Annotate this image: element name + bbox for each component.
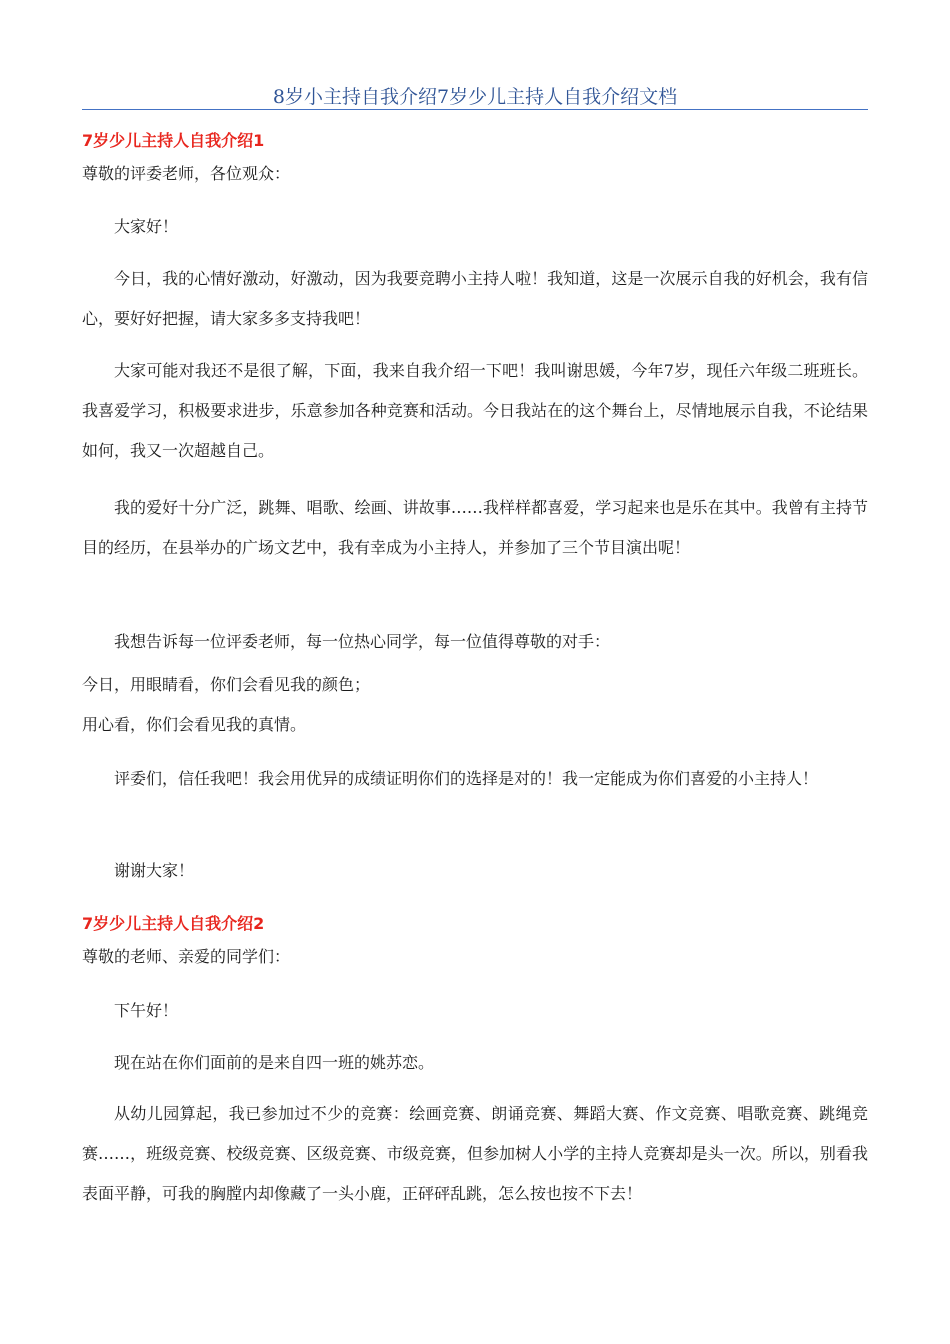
section-1-paragraph: 今日，用眼睛看，你们会看见我的颜色； — [82, 675, 371, 694]
section-2-greeting: 下午好！ — [114, 1001, 179, 1020]
section-2-salutation: 尊敬的老师、亲爱的同学们： — [82, 947, 291, 966]
section-1-paragraph: 大家可能对我还不是很了解，下面，我来自我介绍一下吧！我叫谢思媛，今年7岁，现任六年级二班班长。我喜爱学习，积极要求进步，乐意参加各种竞赛和活动。今日我站在的这个舞台上，尽情地展示自我，不论结果如何，我又一次超越自己。 — [82, 361, 868, 460]
section-2-paragraph: 从幼儿园算起，我已参加过不少的竞赛：绘画竞赛、朗诵竞赛、舞蹈大赛、作文竞赛、唱歌竞赛、跳绳竞赛……，班级竞赛、校级竞赛、区级竞赛、市级竞赛，但参加树人小学的主持人竞赛却是头一次。所以，别看我表面平静，可我的胸膛内却像藏了一头小鹿，正砰砰乱跳，怎么按也按不下去！ — [82, 1104, 868, 1203]
section-1-salutation: 尊敬的评委老师，各位观众： — [82, 164, 291, 183]
title-underline — [82, 109, 868, 110]
section-2-paragraph: 现在站在你们面前的是来自四一班的姚苏恋。 — [114, 1053, 435, 1072]
section-1-paragraph: 评委们，信任我吧！我会用优异的成绩证明你们的选择是对的！我一定能成为你们喜爱的小主持人！ — [114, 769, 819, 788]
section-2-heading: 7岁少儿主持人自我介绍2 — [82, 914, 265, 933]
section-1-paragraph: 我想告诉每一位评委老师，每一位热心同学，每一位值得尊敬的对手： — [114, 632, 611, 651]
section-1-paragraph: 用心看，你们会看见我的真情。 — [82, 715, 307, 734]
section-1-greeting: 大家好！ — [114, 217, 179, 236]
document-title: 8岁小主持自我介绍7岁少儿主持人自我介绍文档 — [272, 86, 678, 108]
section-1-paragraph: 我的爱好十分广泛，跳舞、唱歌、绘画、讲故事……我样样都喜爱，学习起来也是乐在其中。我曾有主持节目的经历，在县举办的广场文艺中，我有幸成为小主持人，并参加了三个节目演出呢！ — [82, 498, 868, 557]
section-1-paragraph: 今日，我的心情好激动，好激动，因为我要竞聘小主持人啦！我知道，这是一次展示自我的好机会，我有信心，要好好把握，请大家多多支持我吧！ — [82, 269, 868, 328]
section-1-heading: 7岁少儿主持人自我介绍1 — [82, 131, 265, 150]
section-1-closing: 谢谢大家！ — [114, 861, 195, 880]
